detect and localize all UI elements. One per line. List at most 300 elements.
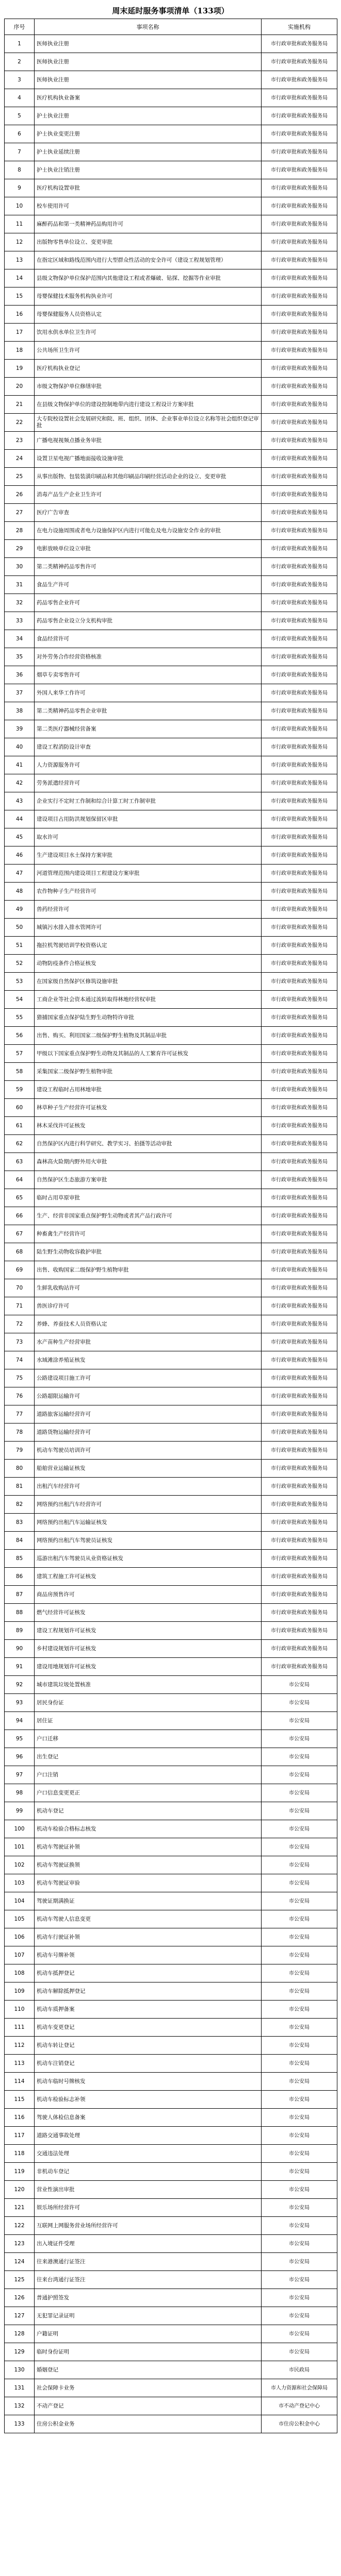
row-name: 河道管理范围内建设项目工程建设方案审批	[35, 865, 262, 883]
row-dept: 市行政审批和政务服务局	[262, 161, 337, 179]
row-name: 企业实行不定时工作制和综合计算工时工作制审批	[35, 792, 262, 810]
row-dept: 市行政审批和政务服务局	[262, 306, 337, 324]
row-name: 兽药经营许可	[35, 901, 262, 919]
row-index: 65	[5, 1189, 35, 1207]
row-dept: 市公安局	[262, 2163, 337, 2181]
row-index: 108	[5, 1964, 35, 1982]
row-index: 1	[5, 35, 35, 53]
row-index: 60	[5, 1099, 35, 1117]
table-row	[5, 901, 337, 919]
row-name: 生鲜乳收购站许可	[35, 1279, 262, 1297]
table-row	[5, 774, 337, 792]
table-row	[5, 1712, 337, 1730]
table-row	[5, 828, 337, 846]
table-row	[5, 937, 337, 955]
row-name: 种畜禽生产经营许可	[35, 1225, 262, 1243]
row-index: 3	[5, 71, 35, 89]
row-index: 24	[5, 450, 35, 468]
row-name: 临时占用草原审批	[35, 1189, 262, 1207]
row-dept: 市行政审批和政务服务局	[262, 937, 337, 955]
table-row	[5, 2037, 337, 2055]
row-index: 100	[5, 1820, 35, 1838]
row-dept: 市公安局	[262, 1892, 337, 1910]
row-dept: 市公安局	[262, 2109, 337, 2127]
row-name: 在指定区域和路线范围内进行大型群众性活动的安全许可（建设工程规划管理）	[35, 251, 262, 269]
row-name: 无犯罪记录证明	[35, 2307, 262, 2325]
table-row	[5, 1099, 337, 1117]
table-row	[5, 2055, 337, 2073]
row-index: 21	[5, 396, 35, 414]
table-row	[5, 1081, 337, 1099]
row-index: 126	[5, 2289, 35, 2307]
table-row	[5, 504, 337, 522]
row-index: 102	[5, 1856, 35, 1874]
row-dept: 市行政审批和政务服务局	[262, 486, 337, 504]
row-dept: 市行政审批和政务服务局	[262, 666, 337, 684]
table-row	[5, 973, 337, 991]
table-row	[5, 197, 337, 215]
row-dept: 市行政审批和政务服务局	[262, 720, 337, 738]
row-index: 124	[5, 2253, 35, 2271]
row-name: 医疗机构执业登记	[35, 360, 262, 378]
row-index: 90	[5, 1640, 35, 1658]
row-index: 31	[5, 576, 35, 594]
row-name: 机动车临时号牌核发	[35, 2073, 262, 2091]
row-dept: 市行政审批和政务服务局	[262, 540, 337, 558]
row-index: 84	[5, 1532, 35, 1550]
row-name: 驾驶人体检信息备案	[35, 2109, 262, 2127]
table-row	[5, 53, 337, 71]
row-dept: 市行政审批和政务服务局	[262, 576, 337, 594]
table-row	[5, 883, 337, 901]
row-name: 机动车号牌补领	[35, 1946, 262, 1964]
row-dept: 市行政审批和政务服务局	[262, 1496, 337, 1514]
row-name: 船舶营业运输证核发	[35, 1460, 262, 1478]
table-row	[5, 1387, 337, 1405]
row-name: 养蜂、养蚕技术人员资格认定	[35, 1315, 262, 1333]
table-row	[5, 1658, 337, 1676]
service-table	[4, 19, 337, 2433]
row-index: 39	[5, 720, 35, 738]
row-name: 出租汽车经营许可	[35, 1478, 262, 1496]
row-dept: 市行政审批和政务服务局	[262, 1369, 337, 1387]
row-dept: 市行政审批和政务服务局	[262, 1604, 337, 1622]
table-row	[5, 612, 337, 630]
row-name: 机动车变更登记	[35, 2019, 262, 2037]
table-row	[5, 2073, 337, 2091]
row-name: 大专院校设置社会发展研究和院、班、组织、团体、企业事业单位设立名称等社会组织登记审批	[35, 414, 262, 432]
row-name: 城市建筑垃圾处置核准	[35, 1676, 262, 1694]
row-name: 往来台湾通行证签注	[35, 2271, 262, 2289]
row-name: 建设工程临时占用林地审批	[35, 1081, 262, 1099]
table-row	[5, 1730, 337, 1748]
row-name: 劳务派遣经营许可	[35, 774, 262, 792]
table-row	[5, 1766, 337, 1784]
row-name: 不动产登记	[35, 2397, 262, 2415]
table-row	[5, 630, 337, 648]
row-dept: 市行政审批和政务服务局	[262, 774, 337, 792]
row-name: 林草种子生产经营许可证核发	[35, 1099, 262, 1117]
row-dept: 市行政审批和政务服务局	[262, 360, 337, 378]
row-index: 63	[5, 1153, 35, 1171]
row-index: 91	[5, 1658, 35, 1676]
table-row	[5, 1604, 337, 1622]
row-index: 35	[5, 648, 35, 666]
row-index: 133	[5, 2415, 35, 2433]
row-dept: 市行政审批和政务服务局	[262, 233, 337, 251]
row-index: 81	[5, 1478, 35, 1496]
row-dept: 市民政局	[262, 2361, 337, 2379]
table-row	[5, 1189, 337, 1207]
row-dept: 市行政审批和政务服务局	[262, 1622, 337, 1640]
row-name: 公路建设项目施工许可	[35, 1369, 262, 1387]
row-dept: 市公安局	[262, 2019, 337, 2037]
table-row	[5, 1586, 337, 1604]
row-dept: 市公安局	[262, 1766, 337, 1784]
row-index: 50	[5, 919, 35, 937]
table-row	[5, 342, 337, 360]
row-name: 建筑工程施工许可证核发	[35, 1568, 262, 1586]
row-name: 护士执业注销注册	[35, 161, 262, 179]
row-dept: 市行政审批和政务服务局	[262, 630, 337, 648]
row-name: 校车使用许可	[35, 197, 262, 215]
table-row	[5, 125, 337, 143]
table-row	[5, 1982, 337, 2001]
row-name: 互联网上网服务营业场所经营许可	[35, 2217, 262, 2235]
row-name: 城镇污水排入排水管网许可	[35, 919, 262, 937]
row-dept: 市行政审批和政务服务局	[262, 1333, 337, 1351]
table-row	[5, 1315, 337, 1333]
table-row	[5, 1820, 337, 1838]
row-name: 网络预约出租汽车运输证核发	[35, 1514, 262, 1532]
row-dept: 市行政审批和政务服务局	[262, 901, 337, 919]
row-name: 自然保护区内进行科学研究、教学实习、拍摄等活动审批	[35, 1135, 262, 1153]
row-dept: 市行政审批和政务服务局	[262, 179, 337, 197]
table-body	[5, 35, 337, 2433]
table-row	[5, 1423, 337, 1442]
row-index: 107	[5, 1946, 35, 1964]
table-row	[5, 720, 337, 738]
table-row	[5, 1351, 337, 1369]
row-index: 109	[5, 1982, 35, 2001]
row-index: 120	[5, 2181, 35, 2199]
table-row	[5, 161, 337, 179]
table-row	[5, 1748, 337, 1766]
row-dept: 市公安局	[262, 2037, 337, 2055]
table-row	[5, 1442, 337, 1460]
row-name: 机动车驾驶证审验	[35, 1874, 262, 1892]
table-row	[5, 1640, 337, 1658]
table-row	[5, 1946, 337, 1964]
row-dept: 市行政审批和政务服务局	[262, 1045, 337, 1063]
row-dept: 市行政审批和政务服务局	[262, 324, 337, 342]
row-index: 96	[5, 1748, 35, 1766]
row-index: 54	[5, 991, 35, 1009]
row-index: 46	[5, 846, 35, 865]
row-index: 112	[5, 2037, 35, 2055]
row-index: 37	[5, 684, 35, 702]
row-index: 71	[5, 1297, 35, 1315]
row-index: 6	[5, 125, 35, 143]
row-index: 20	[5, 378, 35, 396]
table-row	[5, 919, 337, 937]
row-dept: 市公安局	[262, 2235, 337, 2253]
row-name: 机动车登记	[35, 1802, 262, 1820]
row-dept: 市行政审批和政务服务局	[262, 558, 337, 576]
row-index: 85	[5, 1550, 35, 1568]
table-row	[5, 756, 337, 774]
header-index: 序号	[5, 19, 35, 35]
row-name: 猎捕国家重点保护陆生野生动物特许审批	[35, 1009, 262, 1027]
row-index: 127	[5, 2307, 35, 2325]
table-row	[5, 1928, 337, 1946]
row-name: 机动车行驶证补领	[35, 1928, 262, 1946]
row-index: 80	[5, 1460, 35, 1478]
row-dept: 市行政审批和政务服务局	[262, 883, 337, 901]
row-dept: 市行政审批和政务服务局	[262, 810, 337, 828]
row-name: 机动车注销登记	[35, 2055, 262, 2073]
row-name: 非机动车登记	[35, 2163, 262, 2181]
table-row	[5, 1694, 337, 1712]
row-dept: 市行政审批和政务服务局	[262, 846, 337, 865]
row-index: 87	[5, 1586, 35, 1604]
row-dept: 市行政审批和政务服务局	[262, 594, 337, 612]
row-dept: 市行政审批和政务服务局	[262, 522, 337, 540]
row-index: 33	[5, 612, 35, 630]
row-index: 72	[5, 1315, 35, 1333]
table-row	[5, 2307, 337, 2325]
row-dept: 市行政审批和政务服务局	[262, 1081, 337, 1099]
row-dept: 市行政审批和政务服务局	[262, 1514, 337, 1532]
row-dept: 市行政审批和政务服务局	[262, 1532, 337, 1550]
table-row	[5, 846, 337, 865]
row-index: 7	[5, 143, 35, 161]
row-dept: 市行政审批和政务服务局	[262, 1405, 337, 1423]
row-index: 34	[5, 630, 35, 648]
row-dept: 市行政审批和政务服务局	[262, 432, 337, 450]
table-row	[5, 1676, 337, 1694]
row-dept: 市公安局	[262, 2073, 337, 2091]
row-index: 132	[5, 2397, 35, 2415]
row-index: 83	[5, 1514, 35, 1532]
row-index: 73	[5, 1333, 35, 1351]
row-name: 建设用地规划许可证核发	[35, 1658, 262, 1676]
row-index: 43	[5, 792, 35, 810]
row-index: 36	[5, 666, 35, 684]
row-dept: 市行政审批和政务服务局	[262, 414, 337, 432]
table-header-row	[5, 19, 337, 35]
table-row	[5, 2145, 337, 2163]
table-row	[5, 666, 337, 684]
table-row	[5, 1478, 337, 1496]
table-row	[5, 1261, 337, 1279]
row-name: 巡游出租汽车驾驶员从业资格证核发	[35, 1550, 262, 1568]
row-index: 13	[5, 251, 35, 269]
row-name: 户口信息变更更正	[35, 1784, 262, 1802]
row-index: 47	[5, 865, 35, 883]
row-name: 麻醉药品和第一类精神药品购用许可	[35, 215, 262, 233]
row-name: 广播电视视频点播业务审批	[35, 432, 262, 450]
table-row	[5, 522, 337, 540]
table-row	[5, 1027, 337, 1045]
row-name: 药品零售企业许可	[35, 594, 262, 612]
row-dept: 市行政审批和政务服务局	[262, 1189, 337, 1207]
row-name: 县级文物保护单位保护范围内其他建设工程或者爆破、钻探、挖掘等作业审批	[35, 269, 262, 287]
row-name: 婚姻登记	[35, 2361, 262, 2379]
row-index: 41	[5, 756, 35, 774]
table-row	[5, 1874, 337, 1892]
row-dept: 市行政审批和政务服务局	[262, 342, 337, 360]
row-name: 生产、经营非国家重点保护野生动物或者其产品行政许可	[35, 1207, 262, 1225]
row-index: 131	[5, 2379, 35, 2397]
row-dept: 市行政审批和政务服务局	[262, 1135, 337, 1153]
row-index: 17	[5, 324, 35, 342]
table-row	[5, 576, 337, 594]
row-index: 45	[5, 828, 35, 846]
row-index: 78	[5, 1423, 35, 1442]
row-index: 97	[5, 1766, 35, 1784]
row-name: 道路旅客运输经营许可	[35, 1405, 262, 1423]
row-index: 99	[5, 1802, 35, 1820]
row-name: 乡村建设规划许可证核发	[35, 1640, 262, 1658]
row-index: 115	[5, 2091, 35, 2109]
row-index: 82	[5, 1496, 35, 1514]
row-index: 19	[5, 360, 35, 378]
row-dept: 市公安局	[262, 1874, 337, 1892]
row-dept: 市公安局	[262, 1730, 337, 1748]
table-row	[5, 2343, 337, 2361]
table-row	[5, 1009, 337, 1027]
row-dept: 市行政审批和政务服务局	[262, 1027, 337, 1045]
row-dept: 市行政审批和政务服务局	[262, 955, 337, 973]
row-name: 药品零售企业设立分支机构审批	[35, 612, 262, 630]
row-name: 驾驶证期满换证	[35, 1892, 262, 1910]
table-row	[5, 1856, 337, 1874]
row-dept: 市行政审批和政务服务局	[262, 1550, 337, 1568]
row-dept: 市公安局	[262, 2127, 337, 2145]
table-row	[5, 2109, 337, 2127]
row-name: 医师执业注册	[35, 71, 262, 89]
table-row	[5, 955, 337, 973]
row-index: 122	[5, 2217, 35, 2235]
row-index: 106	[5, 1928, 35, 1946]
row-name: 食品经营许可	[35, 630, 262, 648]
table-row	[5, 287, 337, 306]
table-row	[5, 107, 337, 125]
row-index: 111	[5, 2019, 35, 2037]
row-dept: 市公安局	[262, 2325, 337, 2343]
row-index: 10	[5, 197, 35, 215]
table-row	[5, 414, 337, 432]
row-name: 医师执业注册	[35, 53, 262, 71]
row-dept: 市公安局	[262, 1946, 337, 1964]
row-index: 16	[5, 306, 35, 324]
row-index: 92	[5, 1676, 35, 1694]
row-dept: 市行政审批和政务服务局	[262, 89, 337, 107]
row-index: 130	[5, 2361, 35, 2379]
table-row	[5, 2271, 337, 2289]
row-index: 48	[5, 883, 35, 901]
table-row	[5, 71, 337, 89]
table-row	[5, 1135, 337, 1153]
row-dept: 市公安局	[262, 2001, 337, 2019]
row-dept: 市行政审批和政务服务局	[262, 215, 337, 233]
row-dept: 市行政审批和政务服务局	[262, 919, 337, 937]
table-row	[5, 1045, 337, 1063]
row-name: 机动车驾驶人信息变更	[35, 1910, 262, 1928]
row-index: 9	[5, 179, 35, 197]
row-name: 人力资源服务许可	[35, 756, 262, 774]
row-name: 护士执业延续注册	[35, 143, 262, 161]
table-row	[5, 738, 337, 756]
row-dept: 市行政审批和政务服务局	[262, 1586, 337, 1604]
row-index: 52	[5, 955, 35, 973]
table-row	[5, 1243, 337, 1261]
table-row	[5, 2199, 337, 2217]
table-row	[5, 594, 337, 612]
row-name: 往来港澳通行证签注	[35, 2253, 262, 2271]
table-row	[5, 1063, 337, 1081]
row-dept: 市行政审批和政务服务局	[262, 865, 337, 883]
row-index: 27	[5, 504, 35, 522]
table-row	[5, 1405, 337, 1423]
row-name: 出生登记	[35, 1748, 262, 1766]
row-index: 44	[5, 810, 35, 828]
row-index: 28	[5, 522, 35, 540]
table-row	[5, 1550, 337, 1568]
row-index: 51	[5, 937, 35, 955]
row-name: 护士执业变更注册	[35, 125, 262, 143]
row-index: 121	[5, 2199, 35, 2217]
table-row	[5, 1784, 337, 1802]
row-index: 2	[5, 53, 35, 71]
row-name: 自然保护区生态旅游方案审批	[35, 1171, 262, 1189]
row-index: 103	[5, 1874, 35, 1892]
row-index: 25	[5, 468, 35, 486]
table-row	[5, 396, 337, 414]
row-name: 营业性演出审批	[35, 2181, 262, 2199]
row-name: 网络预约出租汽车驾驶员证核发	[35, 1532, 262, 1550]
table-row	[5, 1532, 337, 1550]
row-dept: 市行政审批和政务服务局	[262, 792, 337, 810]
row-index: 68	[5, 1243, 35, 1261]
row-dept: 市行政审批和政务服务局	[262, 107, 337, 125]
table-row	[5, 2091, 337, 2109]
row-dept: 市行政审批和政务服务局	[262, 1315, 337, 1333]
row-index: 53	[5, 973, 35, 991]
table-row	[5, 1153, 337, 1171]
table-row	[5, 865, 337, 883]
table-row	[5, 1279, 337, 1297]
row-name: 电影放映单位设立审批	[35, 540, 262, 558]
row-name: 林木采伐许可证核发	[35, 1117, 262, 1135]
row-dept: 市公安局	[262, 2217, 337, 2235]
row-dept: 市行政审批和政务服务局	[262, 1063, 337, 1081]
table-row	[5, 1207, 337, 1225]
row-name: 市级文物保护单位修缮审批	[35, 378, 262, 396]
row-name: 建设工程消防设计审查	[35, 738, 262, 756]
row-name: 建设工程规划许可证核发	[35, 1622, 262, 1640]
row-name: 机动车检验合格标志核发	[35, 1820, 262, 1838]
row-dept: 市公安局	[262, 1838, 337, 1856]
row-index: 58	[5, 1063, 35, 1081]
row-name: 对外劳务合作经营资格核准	[35, 648, 262, 666]
row-index: 55	[5, 1009, 35, 1027]
row-name: 医师执业注册	[35, 35, 262, 53]
row-name: 拖拉机驾驶培训学校资格认定	[35, 937, 262, 955]
table-row	[5, 2289, 337, 2307]
table-row	[5, 306, 337, 324]
